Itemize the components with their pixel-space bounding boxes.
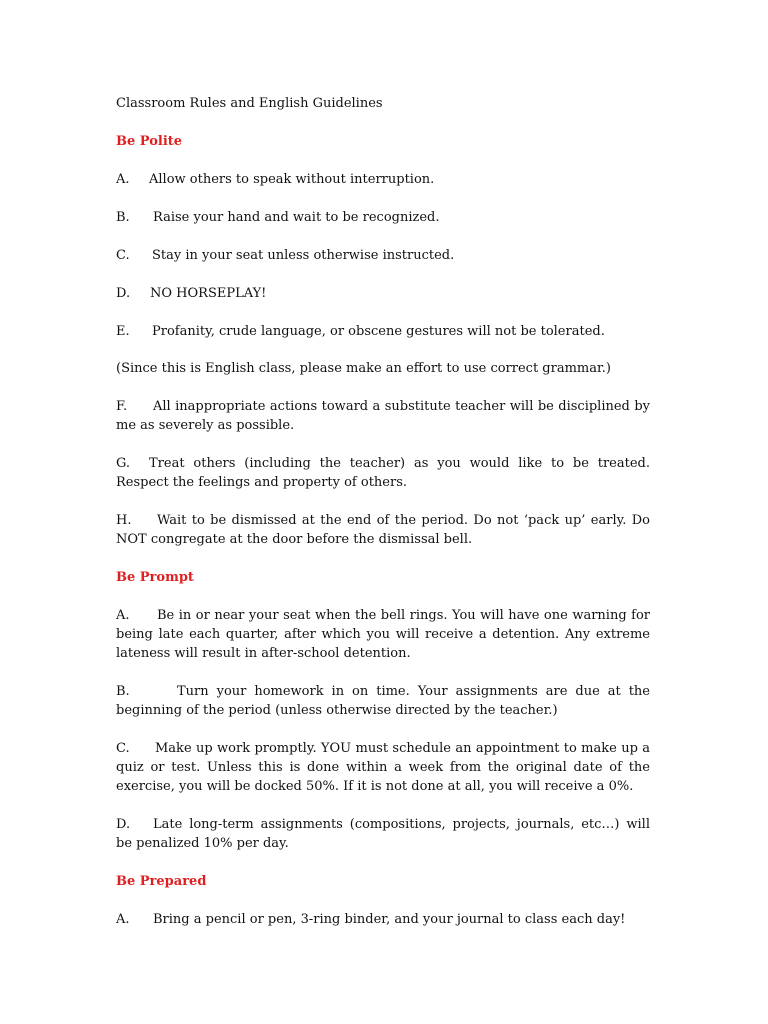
- list-item: [116, 910, 650, 929]
- item-text: Turn your homework in on time. Your assignments are due at the beginning of the period (unless otherwise directed by the teacher.): [116, 684, 650, 718]
- item-letter: H.: [116, 513, 132, 528]
- list-item: [116, 170, 650, 189]
- section-heading-be-prepared: Be Prepared: [116, 874, 207, 889]
- item-text: Wait to be dismissed at the end of the period. Do not ‘pack up’ early. Do NOT congregate at the door before the dismissal bell.: [116, 513, 650, 547]
- item-text: Be in or near your seat when the bell rings. You will have one warning for being late each quarter, after which you will receive a detention. Any extreme lateness will result in after-school detention.: [116, 608, 650, 661]
- list-item: [116, 246, 650, 265]
- item-text: Stay in your seat unless otherwise instructed.: [152, 248, 455, 263]
- list-item: [116, 682, 650, 720]
- item-letter: G.: [116, 456, 131, 471]
- grammar-note: (Since this is English class, please make an effort to use correct grammar.): [116, 361, 611, 376]
- item-letter: A.: [116, 912, 130, 927]
- item-letter: A.: [116, 172, 130, 187]
- section-heading-be-polite: Be Polite: [116, 134, 183, 149]
- list-item: [116, 511, 650, 549]
- item-letter: B.: [116, 210, 130, 225]
- item-letter: C.: [116, 248, 130, 263]
- item-letter: E.: [116, 324, 130, 339]
- item-text: Profanity, crude language, or obscene gestures will not be tolerated.: [152, 324, 605, 339]
- item-letter: D.: [116, 286, 131, 301]
- list-item: [116, 454, 650, 492]
- item-letter: D.: [116, 817, 131, 832]
- list-item: [116, 397, 650, 435]
- document-title: Classroom Rules and English Guidelines: [116, 96, 383, 111]
- section-heading-be-prompt: Be Prompt: [116, 570, 194, 585]
- list-item: [116, 208, 650, 227]
- item-text: NO HORSEPLAY!: [150, 286, 267, 301]
- item-text: Raise your hand and wait to be recognized.: [153, 210, 440, 225]
- list-item: [116, 739, 650, 796]
- item-letter: C.: [116, 741, 130, 756]
- list-item: [116, 815, 650, 853]
- list-item: [116, 284, 650, 303]
- item-text: Late long-term assignments (compositions, projects, journals, etc…) will be penalized 10% per day.: [116, 817, 650, 851]
- item-text: Treat others (including the teacher) as you would like to be treated. Respect the feelings and property of others.: [116, 456, 650, 490]
- item-text: All inappropriate actions toward a substitute teacher will be disciplined by me as severely as possible.: [116, 399, 650, 433]
- item-letter: F.: [116, 399, 128, 414]
- item-letter: B.: [116, 684, 130, 699]
- item-text: Allow others to speak without interruption.: [149, 172, 435, 187]
- item-letter: A.: [116, 608, 130, 623]
- list-item: [116, 322, 650, 341]
- item-text: Bring a pencil or pen, 3-ring binder, and your journal to class each day!: [153, 912, 626, 927]
- item-text: Make up work promptly. YOU must schedule an appointment to make up a quiz or test. Unless this is done within a week from the original date of the exercise, you will be docked 50%. If it is not done at all, you will receive a 0%.: [116, 741, 650, 794]
- list-item: [116, 606, 650, 663]
